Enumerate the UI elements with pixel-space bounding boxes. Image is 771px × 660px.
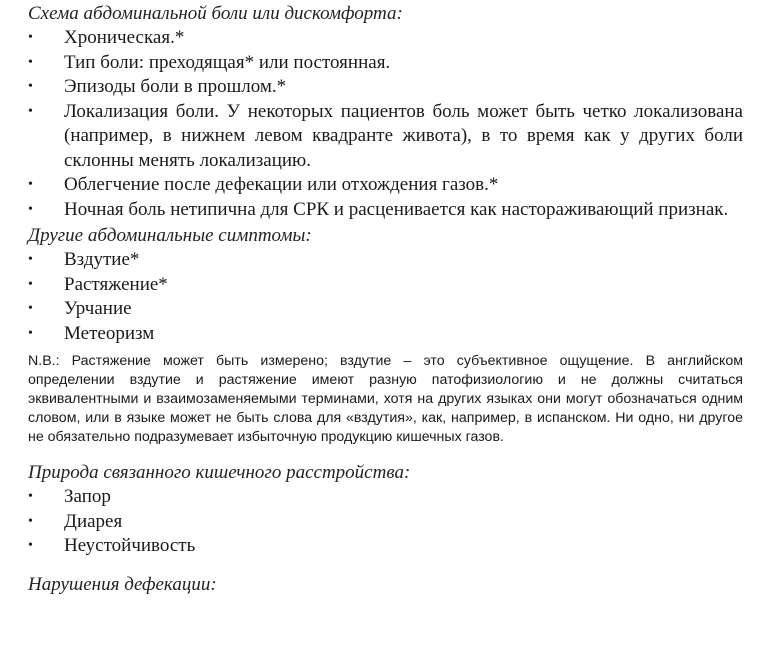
list-item-text: Растяжение* xyxy=(64,273,168,295)
section-heading-other-symptoms: Другие абдоминальные симптомы: xyxy=(28,225,312,246)
list-item xyxy=(28,26,743,51)
section-heading-bowel-disorder: Природа связанного кишечного расстройства: xyxy=(28,462,411,483)
list-item-text: Эпизоды боли в прошлом.* xyxy=(64,76,287,97)
list-item-text: Тип боли: преходящая* или постоянная. xyxy=(64,51,391,73)
bullet-icon: • xyxy=(28,54,33,70)
bullet-icon: • xyxy=(28,301,33,316)
list-item xyxy=(28,75,743,100)
list-item-text: Ночная боль нетипична для СРК и расценивается как настораживающий признак. xyxy=(64,198,729,220)
spacer xyxy=(28,559,743,573)
pain-scheme-list xyxy=(28,26,743,222)
list-item xyxy=(28,297,743,322)
bullet-icon: • xyxy=(28,276,33,292)
section-heading-pain-scheme: Схема абдоминальной боли или дискомфорта: xyxy=(28,3,403,24)
bullet-icon: • xyxy=(28,201,33,217)
bullet-icon: • xyxy=(28,513,33,529)
list-item xyxy=(28,485,743,510)
bullet-icon: • xyxy=(28,538,33,553)
list-item xyxy=(28,51,743,76)
bullet-icon: • xyxy=(28,325,33,341)
list-item-text: Запор xyxy=(64,486,111,507)
list-item-text: Вздутие* xyxy=(64,249,140,270)
list-item-text: Диарея xyxy=(64,510,123,532)
other-symptoms-list xyxy=(28,248,743,346)
list-item-text: Хроническая.* xyxy=(64,27,185,48)
document-page xyxy=(28,2,743,597)
list-item xyxy=(28,322,743,347)
list-item-text: Урчание xyxy=(64,298,132,319)
bullet-icon: • xyxy=(28,103,33,119)
bullet-icon: • xyxy=(28,489,33,504)
list-item xyxy=(28,534,743,559)
list-item-text: Облегчение после дефекации или отхождения газов.* xyxy=(64,174,499,195)
spacer xyxy=(28,447,743,461)
bullet-icon: • xyxy=(28,79,33,94)
bullet-icon: • xyxy=(28,252,33,267)
bullet-icon: • xyxy=(28,30,33,45)
bowel-disorder-list xyxy=(28,485,743,559)
section-heading-defecation-disorders: Нарушения дефекации: xyxy=(28,573,217,595)
list-item xyxy=(28,198,743,223)
list-item xyxy=(28,173,743,198)
list-item xyxy=(28,248,743,273)
list-item xyxy=(28,100,743,174)
list-item-text: Неустойчивость xyxy=(64,535,196,556)
list-item-text: Локализация боли. У некоторых пациентов боль может быть четко локализована (например, в нижнем левом квадранте живота), в то время как у других боли склонны менять локализацию. xyxy=(64,100,743,171)
list-item xyxy=(28,273,743,298)
list-item xyxy=(28,510,743,535)
nb-note: N.B.: Растяжение может быть измерено; вздутие – это субъективное ощущение. В английском определении вздутие и растяжение имеют разную патофизиологию и не должны считаться эквивалентными и взаимозаменяемыми терминами, хотя на других языках они могут обозначаться одним словом, или в языке может не быть слова для «вздутия», как, например, в испанском. Ни одно, ни другое не обязательно подразумевает избыточную продукцию кишечных газов. xyxy=(28,353,743,445)
bullet-icon: • xyxy=(28,177,33,192)
list-item-text: Метеоризм xyxy=(64,322,155,344)
